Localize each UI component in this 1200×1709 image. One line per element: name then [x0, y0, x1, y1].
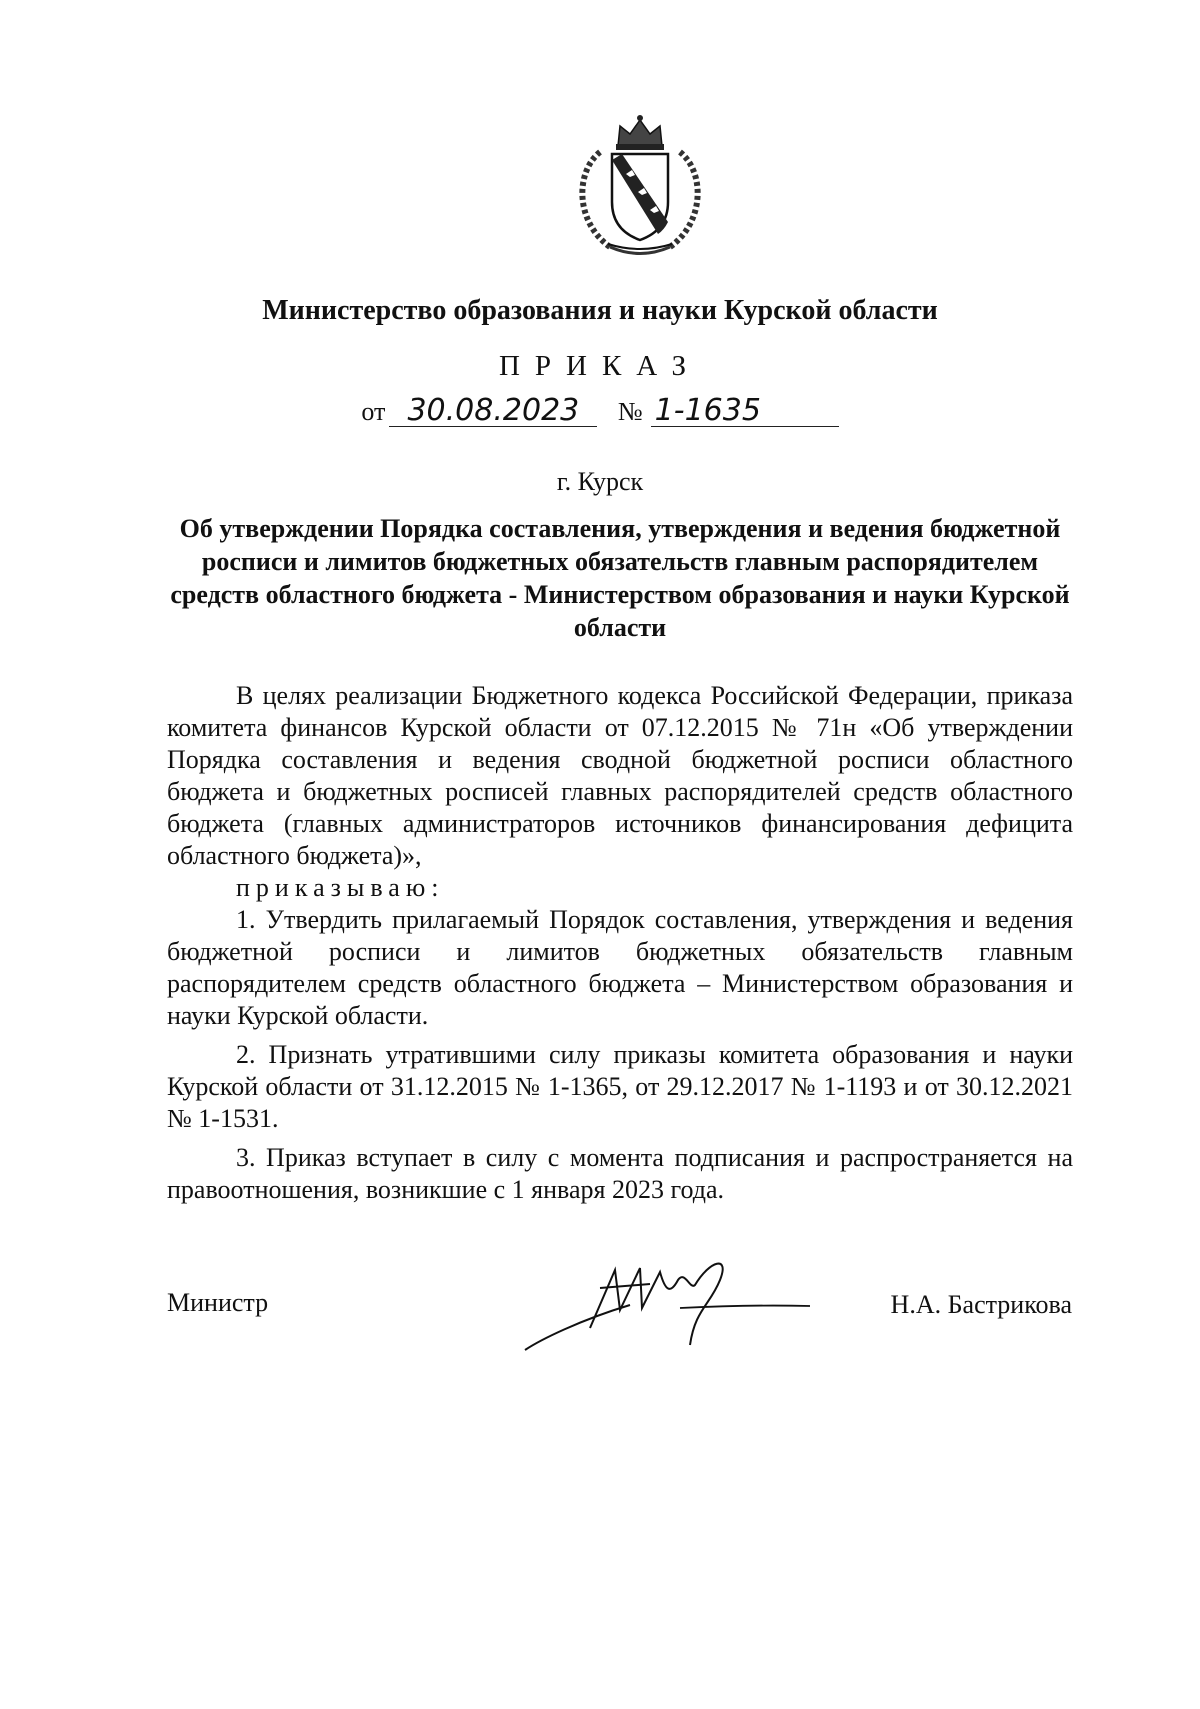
- order-item-1: 1. Утвердить прилагаемый Порядок составления, утверждения и ведения бюджетной росписи и лимитов бюджетных обязательств главным распорядителем средств областного бюджета – Министерством образования и науки Курской области.: [167, 905, 1073, 1030]
- date-number-line: [0, 393, 1200, 428]
- order-item-3: 3. Приказ вступает в силу с момента подписания и распространяется на правоотношения, возникшие с 1 января 2023 года.: [167, 1143, 1073, 1204]
- document-type: ПРИКАЗ: [498, 350, 702, 382]
- date-prefix: от: [361, 397, 386, 426]
- handwritten-signature: [520, 1250, 880, 1360]
- kursk-oblast-coat-of-arms-icon: [570, 112, 710, 262]
- city: г. Курск: [556, 467, 644, 496]
- signatory-name: Н.А. Бастрикова: [890, 1290, 1072, 1319]
- signatory-position: Министр: [167, 1288, 269, 1317]
- document-title: Об утверждении Порядка составления, утверждения и ведения бюджетной росписи и лимитов бюджетных обязательств главным распорядителем средств областного бюджета - Министерством образования и науки Курской области: [170, 514, 1070, 642]
- document-body: [167, 680, 1073, 1206]
- handwritten-date: 30.08.2023: [389, 396, 597, 427]
- order-word: приказываю:: [236, 873, 445, 902]
- ministry-name: Министерство образования и науки Курской области: [262, 295, 938, 326]
- preamble-paragraph: В целях реализации Бюджетного кодекса Российской Федерации, приказа комитета финансов Курской области от 07.12.2015 № 71н «Об утверждении Порядка составления и ведения сводной бюджетной росписи областного бюджета и бюджетных росписей главных распорядителей средств областного бюджета (главных администраторов источников финансирования дефицита областного бюджета)»,: [167, 681, 1073, 870]
- number-prefix: №: [617, 397, 643, 426]
- handwritten-number: 1-1635: [651, 396, 839, 427]
- order-item-2: 2. Признать утратившими силу приказы комитета образования и науки Курской области от 31.12.2015 № 1-1365, от 29.12.2017 № 1-1193 и от 30.12.2021 № 1-1531.: [167, 1040, 1073, 1133]
